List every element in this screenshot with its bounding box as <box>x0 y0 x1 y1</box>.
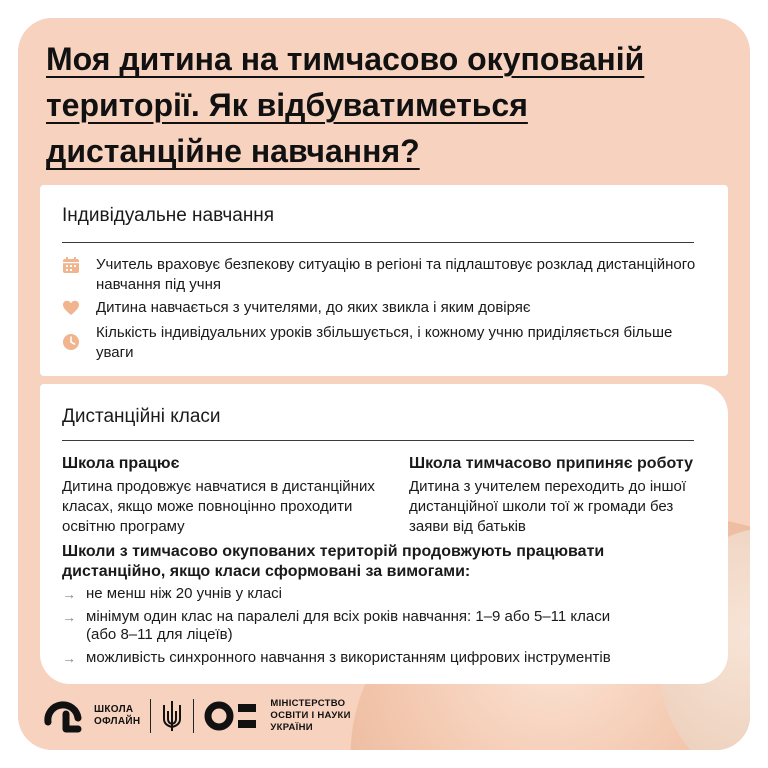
title-line-2: території. Як відбуватиметься <box>46 87 528 123</box>
individual-heading: Індивідуальне навчання <box>62 205 275 226</box>
requirement-text: можливість синхронного навчання з використанням цифрових інструментів <box>86 649 611 666</box>
divider <box>62 242 694 243</box>
school-works-column <box>62 454 382 537</box>
ministry-logo-icon <box>204 699 262 733</box>
title-line-3: дистанційне навчання? <box>46 133 420 169</box>
school-works-text: Дитина продовжує навчатися в дистанційних класах, якщо може повноцінно проходити освітню програму <box>62 478 375 535</box>
ministry-text <box>270 698 350 734</box>
requirement-text: мінімум один клас на паралелі для всіх років навчання: 1–9 або 5–11 класи (або 8–11 для ліцеїв) <box>86 608 611 643</box>
arrow-right-icon: → <box>62 586 76 602</box>
item-text: Дитина навчається з учителями, до яких звикла і яким довіряє <box>96 299 531 316</box>
school-stops-column <box>409 454 709 537</box>
clock-icon <box>62 333 80 351</box>
distance-classes-card <box>40 384 728 684</box>
requirements-title: Школи з тимчасово окупованих територій продовжують працювати дистанційно, якщо класи сформовані за вимогами: <box>62 543 605 580</box>
calendar-icon <box>62 256 80 274</box>
requirement-text: не менш ніж 20 учнів у класі <box>86 585 282 602</box>
individual-learning-card <box>40 185 728 376</box>
title-line-1: Моя дитина на тимчасово окупованій <box>46 41 645 77</box>
arrow-right-icon: → <box>62 609 76 625</box>
school-line-1: ШКОЛА <box>94 704 134 715</box>
divider <box>150 699 151 733</box>
requirement-item <box>62 608 622 644</box>
item-text: Кількість індивідуальних уроків збільшується, і кожному учню приділяється більше уваги <box>96 324 673 361</box>
page-title <box>46 36 706 174</box>
school-line-2: ОФЛАЙН <box>94 716 141 727</box>
requirement-item <box>62 585 702 603</box>
arrow-right-icon: → <box>62 650 76 666</box>
school-offline-logo-icon <box>44 698 88 734</box>
divider <box>62 440 694 441</box>
ministry-line-3: УКРАЇНИ <box>270 722 313 733</box>
item-text: Учитель враховує безпекову ситуацію в регіоні та підлаштовує розклад дистанційного навчання під учня <box>96 256 696 293</box>
heart-icon <box>62 299 80 317</box>
trident-icon <box>161 699 183 733</box>
list-item <box>62 255 702 295</box>
list-item <box>62 323 702 363</box>
ministry-line-1: МІНІСТЕРСТВО <box>270 698 346 709</box>
ministry-line-2: ОСВІТИ І НАУКИ <box>270 710 351 721</box>
school-stops-title: Школа тимчасово припиняє роботу <box>409 455 693 472</box>
list-item <box>62 298 702 318</box>
footer-logos <box>44 694 351 738</box>
distance-heading: Дистанційні класи <box>62 406 221 427</box>
requirement-item <box>62 649 702 667</box>
school-stops-text: Дитина з учителем переходить до іншої дистанційної школи тої ж громади без заяви від батьків <box>409 478 687 535</box>
school-works-title: Школа працює <box>62 455 180 472</box>
school-offline-text <box>94 704 140 728</box>
divider <box>193 699 194 733</box>
